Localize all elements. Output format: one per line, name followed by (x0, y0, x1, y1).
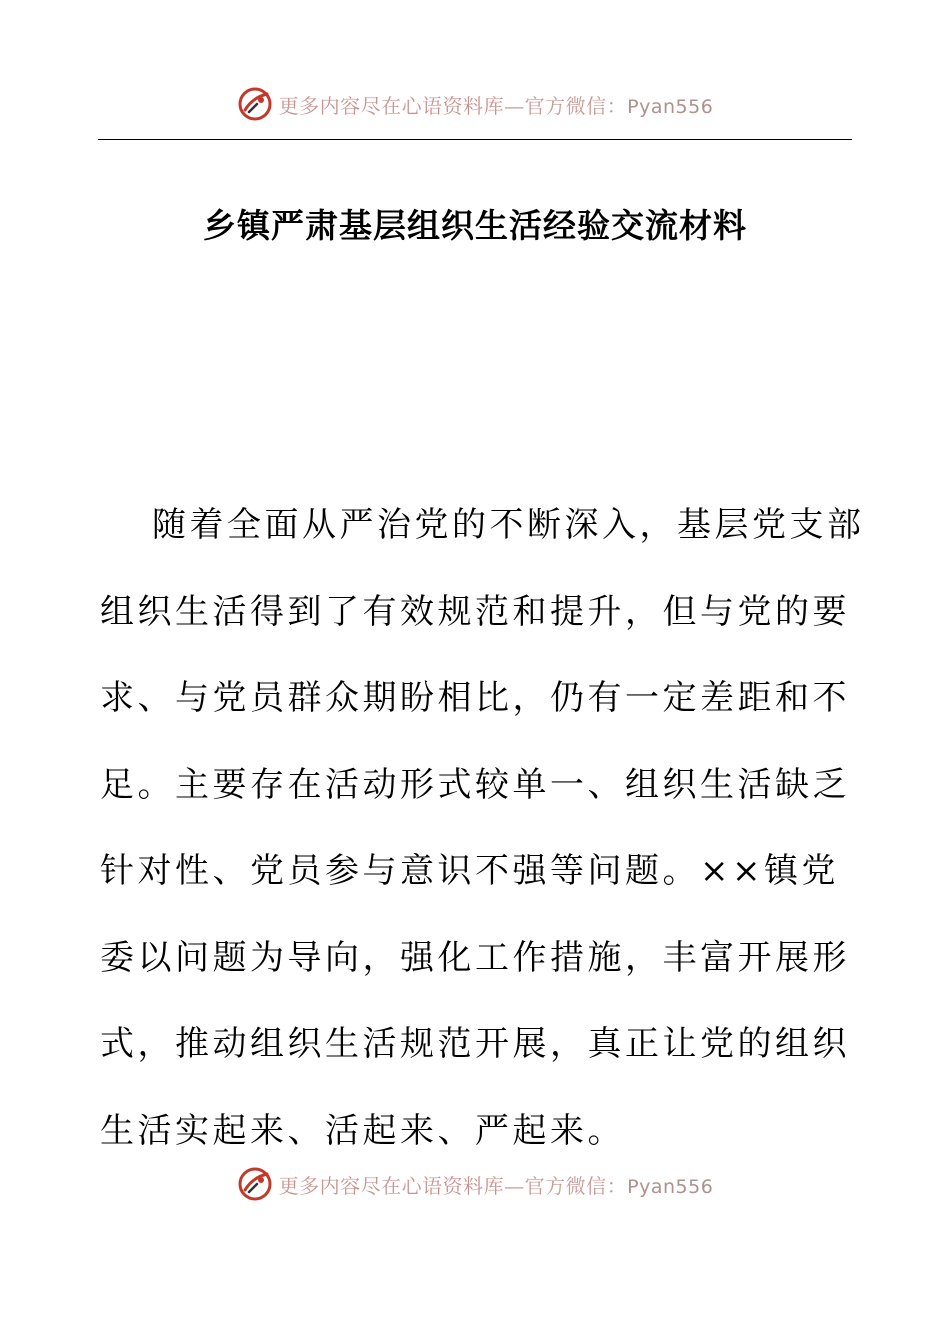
banner-wechat-label: 官方微信： (524, 1173, 628, 1198)
banner-wechat-id: Pyan556 (627, 95, 714, 118)
brand-logo-icon (237, 86, 273, 122)
header-divider (98, 139, 852, 140)
footer-banner (0, 1160, 950, 1208)
brand-logo-icon (237, 1166, 273, 1202)
header-banner (0, 80, 950, 128)
body-paragraph: 随着全面从严治党的不断深入，基层党支部组织生活得到了有效规范和提升，但与党的要求、与党员群众期盼相比，仍有一定差距和不足。主要存在活动形式较单一、组织生活缺乏针对性、党员参与意识不强等问题。××镇党委以问题为导向，强化工作措施，丰富开展形式，推动组织生活规范开展，真正让党的组织生活实起来、活起来、严起来。 (100, 505, 865, 1151)
banner-brand: 更多内容尽在心语资料库 (278, 93, 505, 118)
banner-brand: 更多内容尽在心语资料库 (278, 1173, 505, 1198)
banner-wechat-label: 官方微信： (524, 93, 628, 118)
document-title: 乡镇严肃基层组织生活经验交流材料 (203, 206, 747, 245)
banner-wechat-id: Pyan556 (627, 1175, 714, 1198)
banner-dash: — (504, 1173, 525, 1198)
banner-text (279, 90, 714, 119)
banner-text (279, 1170, 714, 1199)
banner-dash: — (504, 93, 525, 118)
